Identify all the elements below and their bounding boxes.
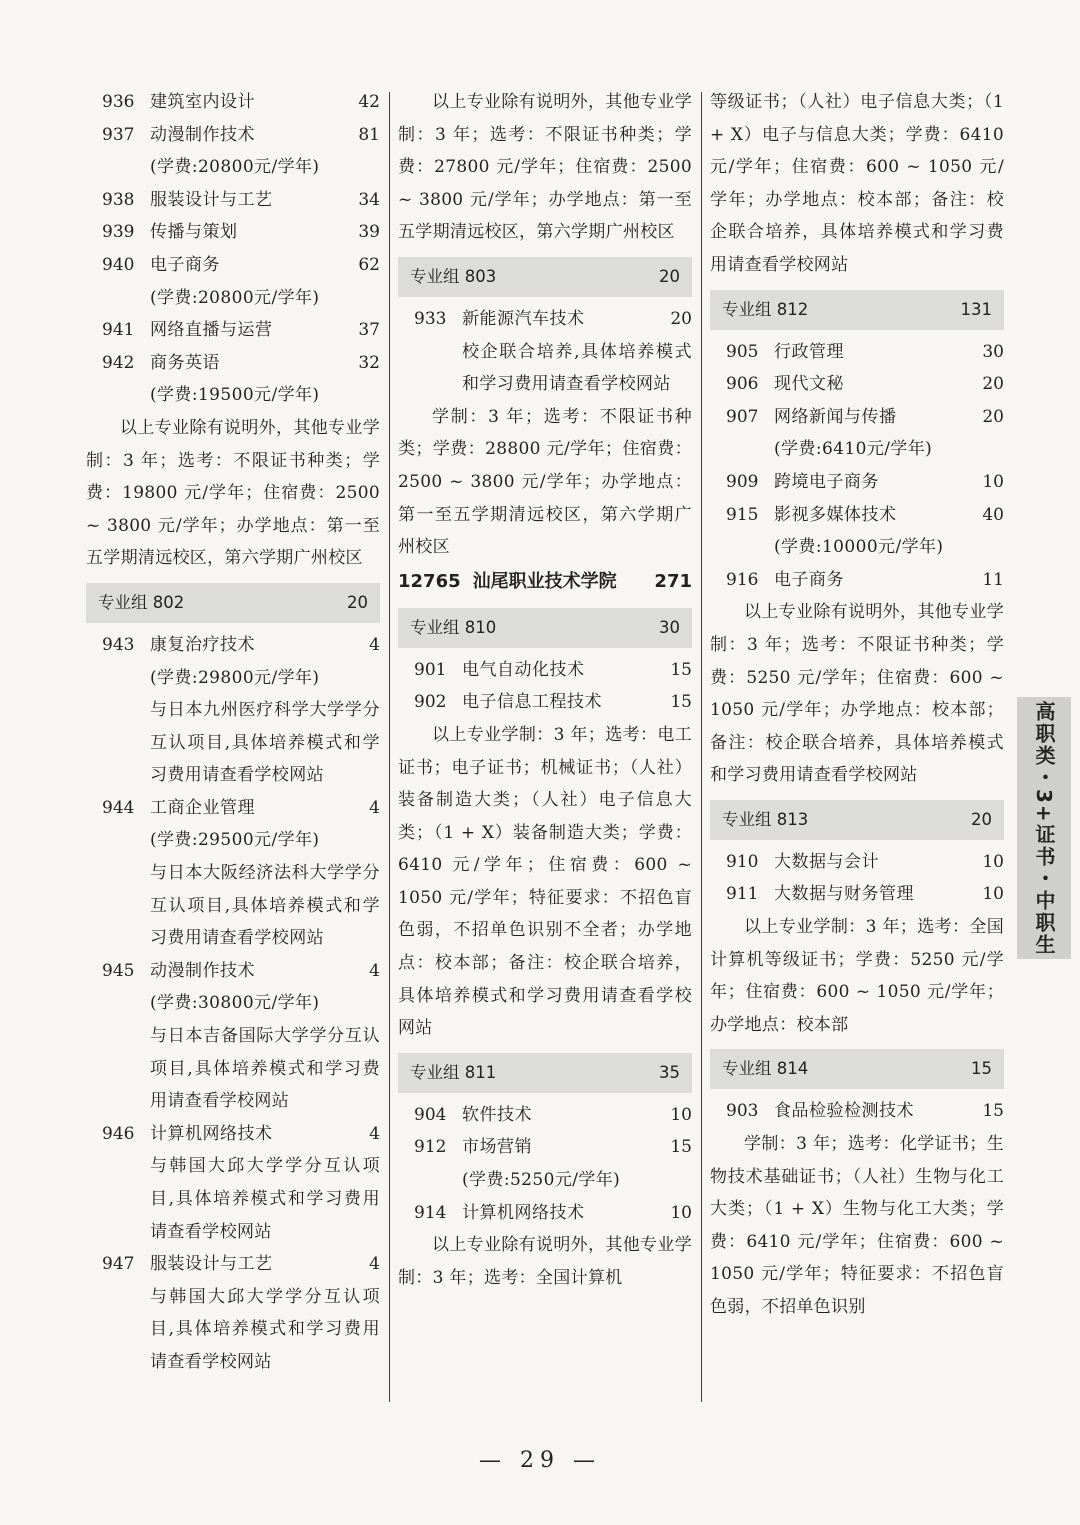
column-3 (710, 86, 1004, 1324)
group-label: 专业组 812 (722, 299, 809, 319)
group-quota: 15 (971, 1059, 992, 1079)
major-code: 906 (726, 374, 759, 395)
major-name: 市场营销 (462, 1137, 532, 1158)
quota-number: 32 (358, 352, 380, 373)
major-code: 942 (102, 352, 135, 373)
major-code: 946 (102, 1123, 135, 1144)
major-code: 904 (414, 1104, 447, 1125)
school-name: 汕尾职业技术学院 (472, 570, 617, 592)
group-label: 专业组 802 (98, 592, 185, 612)
group-note: 学制：3 年；选考：不限证书种类；学费：28800 元/学年；住宿费：2500 ~ 3800 元/学年；办学地点：第一至五学期清远校区，第六学期广州校区 (398, 406, 692, 558)
major-code: 907 (726, 406, 759, 427)
group-label: 专业组 811 (410, 1062, 497, 1082)
major-note: 与日本九州医疗科学大学学分互认项目,具体培养模式和学习费用请查看学校网站 (150, 700, 380, 786)
major-code: 910 (726, 851, 759, 872)
major-row (710, 368, 1004, 401)
major-code: 937 (102, 124, 135, 145)
major-code: 912 (414, 1137, 447, 1158)
major-note: (学费:6410元/学年) (774, 439, 933, 460)
quota-number: 62 (358, 254, 380, 275)
major-note: (学费:29800元/学年) (150, 667, 320, 688)
major-name: 工商企业管理 (150, 797, 255, 818)
major-name: 建筑室内设计 (150, 92, 255, 112)
quota-number: 4 (369, 1123, 380, 1144)
major-name: 软件技术 (462, 1104, 532, 1125)
group-quota: 20 (659, 266, 680, 286)
major-name: 传播与策划 (150, 222, 238, 243)
major-name: 服装设计与工艺 (150, 1254, 273, 1275)
major-row (86, 216, 380, 249)
major-code: 936 (102, 92, 135, 112)
group-label: 专业组 803 (410, 266, 497, 286)
quota-number: 11 (982, 569, 1004, 590)
major-name: 商务英语 (150, 352, 220, 373)
major-name: 大数据与财务管理 (774, 884, 914, 905)
quota-number: 20 (982, 374, 1004, 395)
major-row (710, 401, 1004, 434)
major-row (86, 314, 380, 347)
major-note: (学费:30800元/学年) (150, 993, 320, 1014)
group-label: 专业组 813 (722, 809, 809, 829)
major-code: 933 (414, 308, 447, 329)
major-row (398, 1131, 692, 1164)
quota-number: 4 (369, 1254, 380, 1275)
group-header (710, 1049, 1004, 1089)
group-note: 学制：3 年；选考：化学证书；生物技术基础证书；（人社）生物与化工大类；（1 + X）生物与化工大类；学费：6410 元/学年；住宿费：600 ~ 1050 元/学年；特征要求：不招色盲色弱，不招单色识别 (710, 1134, 1004, 1317)
quota-number: 10 (982, 471, 1004, 492)
quota-number: 10 (982, 884, 1004, 905)
group-note: 以上专业除有说明外，其他专业学制：3 年；选考：不限证书种类；学费：19800 元/学年；住宿费：2500 ~ 3800 元/学年；办学地点：第一至五学期清远校区，第六学期广州校区 (86, 417, 380, 569)
major-name: 新能源汽车技术 (462, 308, 585, 329)
major-row (86, 955, 380, 988)
group-header (398, 257, 692, 297)
group-header (710, 290, 1004, 330)
major-name: 现代文秘 (774, 374, 844, 395)
major-name: 电子商务 (774, 569, 844, 590)
quota-number: 37 (358, 320, 380, 341)
major-name: 计算机网络技术 (150, 1123, 273, 1144)
group-quota: 20 (971, 809, 992, 829)
major-name: 电气自动化技术 (462, 659, 585, 680)
major-name: 服装设计与工艺 (150, 189, 273, 210)
major-name: 食品检验检测技术 (774, 1101, 914, 1122)
major-code: 911 (726, 884, 759, 905)
major-note: (学费:5250元/学年) (462, 1170, 621, 1191)
major-row (86, 86, 380, 119)
major-name: 计算机网络技术 (462, 1202, 585, 1223)
quota-number: 40 (982, 504, 1004, 525)
group-quota: 131 (960, 299, 992, 319)
group-quota: 30 (659, 617, 680, 637)
school-code: 12765 (398, 570, 461, 592)
major-row (86, 347, 380, 380)
major-note: 与韩国大邱大学学分互认项目,具体培养模式和学习费用请查看学校网站 (150, 1156, 380, 1242)
major-name: 电子商务 (150, 254, 220, 275)
group-label: 专业组 810 (410, 617, 497, 637)
quota-number: 20 (982, 406, 1004, 427)
quota-number: 4 (369, 797, 380, 818)
group-label: 专业组 814 (722, 1059, 809, 1079)
group-header (398, 1053, 692, 1093)
column-divider (389, 92, 390, 1402)
major-code: 914 (414, 1202, 447, 1223)
column-divider (701, 92, 702, 1402)
major-row (86, 119, 380, 152)
group-note: 以上专业学制：3 年；选考：全国计算机等级证书；学费：5250 元/学年；住宿费：600 ~ 1050 元/学年；办学地点：校本部 (710, 917, 1004, 1035)
quota-number: 4 (369, 634, 380, 655)
school-quota: 271 (654, 570, 692, 592)
major-row (398, 654, 692, 687)
quota-number: 10 (982, 851, 1004, 872)
group-header (398, 608, 692, 648)
major-note: (学费:19500元/学年) (150, 385, 320, 406)
major-code: 947 (102, 1254, 135, 1275)
school-header (398, 564, 692, 600)
major-row (398, 303, 692, 336)
group-note: 以上专业学制：3 年；选考：电工证书；电子证书；机械证书；（人社）装备制造大类；（人社）电子信息大类；（1 + X）装备制造大类；学费：6410 元/学年；住宿费：600 ~ 1050 元/学年；特征要求：不招色盲色弱，不招单色识别不全者；办学地点：校本部；备注：校企联合培养，具体培养模式和学习费用请查看学校网站 (398, 724, 692, 1039)
major-note: 与日本大阪经济法科大学学分互认项目,具体培养模式和学习费用请查看学校网站 (150, 863, 380, 949)
major-row (398, 1197, 692, 1230)
major-code: 940 (102, 254, 135, 275)
major-row (86, 249, 380, 282)
quota-number: 10 (670, 1202, 692, 1223)
major-note: 与韩国大邱大学学分互认项目,具体培养模式和学习费用请查看学校网站 (150, 1286, 380, 1372)
major-row (710, 564, 1004, 597)
major-code: 901 (414, 659, 447, 680)
quota-number: 15 (982, 1101, 1004, 1122)
major-name: 电子信息工程技术 (462, 692, 602, 713)
quota-number: 34 (358, 189, 380, 210)
major-name: 大数据与会计 (774, 851, 879, 872)
group-note: 以上专业除有说明外，其他专业学制：3 年；选考：全国计算机 (398, 1235, 692, 1288)
major-code: 909 (726, 471, 759, 492)
major-row (86, 1248, 380, 1281)
major-name: 康复治疗技术 (150, 634, 255, 655)
major-code: 943 (102, 634, 135, 655)
side-tab: 高职类・3+证书・中职生 (1017, 697, 1071, 959)
major-note: (学费:20800元/学年) (150, 157, 320, 178)
quota-number: 15 (670, 1137, 692, 1158)
group-header (86, 583, 380, 623)
group-note: 以上专业除有说明外，其他专业学制：3 年；选考：不限证书种类；学费：5250 元/学年；住宿费：600 ~ 1050 元/学年；办学地点：校本部；备注：校企联合培养，具体培养模式和学习费用请查看学校网站 (710, 602, 1004, 786)
quota-number: 10 (670, 1104, 692, 1125)
major-row (710, 336, 1004, 369)
major-row (86, 184, 380, 217)
major-name: 网络直播与运营 (150, 320, 273, 341)
quota-number: 30 (982, 341, 1004, 362)
group-quota: 35 (659, 1062, 680, 1082)
major-row (398, 1099, 692, 1132)
major-code: 915 (726, 504, 759, 525)
major-row (710, 846, 1004, 879)
column-1 (86, 86, 380, 1379)
quota-number: 81 (358, 124, 380, 145)
major-note: (学费:10000元/学年) (774, 537, 944, 558)
major-row (710, 466, 1004, 499)
major-name: 影视多媒体技术 (774, 504, 897, 525)
major-note: 校企联合培养,具体培养模式和学习费用请查看学校网站 (462, 341, 692, 395)
quota-number: 15 (670, 659, 692, 680)
major-row (86, 1118, 380, 1151)
major-row (710, 878, 1004, 911)
major-code: 945 (102, 960, 135, 981)
major-note: (学费:20800元/学年) (150, 287, 320, 308)
major-note: 与日本吉备国际大学学分互认项目,具体培养模式和学习费用请查看学校网站 (150, 1026, 380, 1112)
group-header (710, 800, 1004, 840)
major-name: 跨境电子商务 (774, 471, 879, 492)
group-quota: 20 (347, 592, 368, 612)
major-name: 网络新闻与传播 (774, 406, 897, 427)
major-code: 944 (102, 797, 135, 818)
major-note: (学费:29500元/学年) (150, 830, 320, 851)
group-note: 等级证书；（人社）电子信息大类；（1 + X）电子与信息大类；学费：6410 元/学年；住宿费：600 ~ 1050 元/学年；办学地点：校本部；备注：校企联合培养，具体培养模式和学习费用请查看学校网站 (710, 92, 1004, 275)
major-code: 916 (726, 569, 759, 590)
quota-number: 4 (369, 960, 380, 981)
major-code: 938 (102, 189, 135, 210)
major-name: 动漫制作技术 (150, 960, 255, 981)
major-name: 动漫制作技术 (150, 124, 255, 145)
major-row (710, 499, 1004, 532)
quota-number: 42 (358, 92, 380, 112)
column-2 (398, 86, 692, 1294)
major-name: 行政管理 (774, 341, 844, 362)
group-note: 以上专业除有说明外，其他专业学制：3 年；选考：不限证书种类；学费：27800 元/学年；住宿费：2500 ~ 3800 元/学年；办学地点：第一至五学期清远校区，第六学期广州校区 (398, 92, 692, 243)
major-code: 941 (102, 320, 135, 341)
quota-number: 15 (670, 692, 692, 713)
major-code: 902 (414, 692, 447, 713)
quota-number: 20 (670, 308, 692, 329)
major-row (86, 629, 380, 662)
quota-number: 39 (358, 222, 380, 243)
major-code: 903 (726, 1101, 759, 1122)
major-code: 905 (726, 341, 759, 362)
major-row (398, 686, 692, 719)
page-number: — 29 — (479, 1448, 601, 1473)
major-row (710, 1095, 1004, 1128)
major-row (86, 792, 380, 825)
major-code: 939 (102, 222, 135, 243)
